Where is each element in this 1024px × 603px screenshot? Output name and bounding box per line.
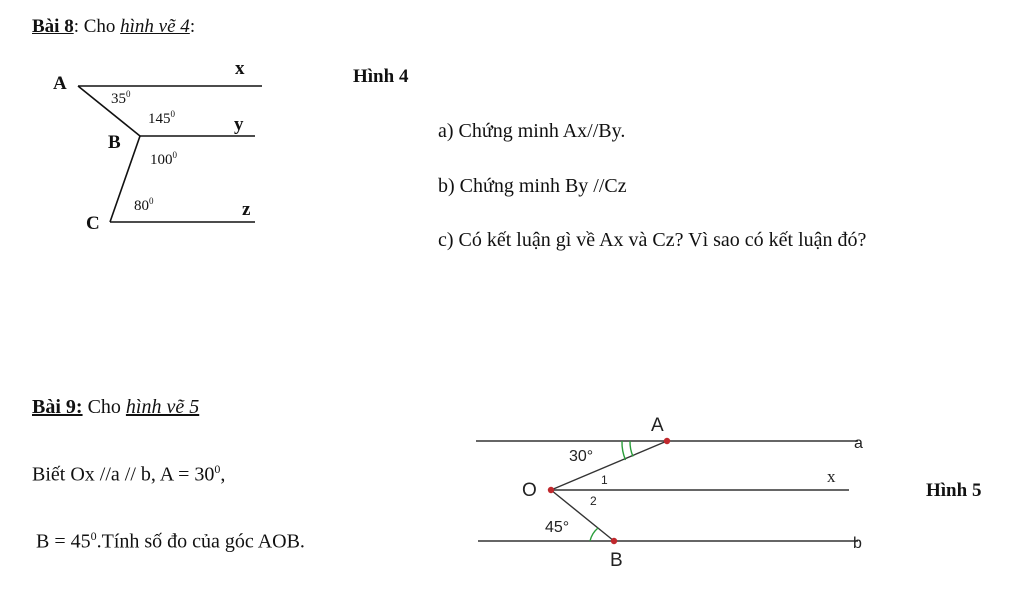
exercise-9-task-text: .Tính số đo của góc AOB. [96, 530, 305, 553]
angle-100-label: $100^0$ [150, 150, 177, 168]
ray-x-label: x [827, 467, 836, 486]
exercise-8-figure-ref: hình vẽ 4 [120, 16, 190, 37]
angle-1-mark: 1 [601, 473, 608, 487]
exercise-9-figure-ref: hình vẽ 5 [125, 396, 200, 418]
point-a-label: A [651, 415, 664, 436]
exercise-9-given-text: Biết Ox //a // b, A = 30 [32, 463, 215, 486]
ray-x-label: x [235, 58, 245, 79]
angle-2-mark: 2 [590, 494, 597, 508]
angle-45-label: 45° [545, 519, 570, 536]
angle-145-label: $145^0$ [148, 109, 175, 127]
exercise-9-task-pre: B = 45 [36, 530, 91, 553]
segment-ab [78, 86, 140, 136]
ray-z-label: z [242, 199, 251, 220]
angle-a-arc-inner [630, 441, 633, 457]
angle-30-label: 30° [569, 448, 594, 465]
point-b-label: B [610, 550, 623, 571]
angle-a-arc-outer [622, 441, 626, 460]
exercise-8-question-c: c) Có kết luận gì về Ax và Cz? Vì sao có kết luận đó? [438, 229, 867, 251]
exercise-8-intro-end: : [189, 16, 196, 37]
line-a-label: a [854, 435, 863, 452]
exercise-9-task-degree: 0 [90, 529, 97, 543]
figure-4-labels [53, 58, 251, 234]
figure-4-caption: Hình 4 [353, 66, 409, 87]
exercise-9-intro: Cho [82, 396, 126, 418]
exercise-9-label: Bài 9: [32, 396, 83, 418]
point-a-dot [664, 438, 670, 444]
exercise-8-intro: : Cho [73, 16, 121, 37]
ray-y-label: y [234, 114, 244, 135]
angle-80-label: $80^0$ [134, 196, 154, 214]
angle-35-label: $35^0$ [111, 89, 131, 107]
line-b-label: b [853, 535, 862, 552]
point-b-dot [611, 538, 617, 544]
exercise-9-given-end: , [220, 463, 226, 486]
point-a-label: A [53, 73, 67, 94]
exercise-8-label: Bài 8 [32, 16, 74, 37]
point-o-label: O [522, 480, 537, 501]
exercise-8-question-a: a) Chứng minh Ax//By. [438, 120, 626, 142]
exercise-9-given-degree: 0 [214, 462, 221, 476]
point-o-dot [548, 487, 554, 493]
point-c-label: C [86, 213, 100, 234]
point-b-label: B [108, 132, 121, 153]
figure-5-caption: Hình 5 [926, 480, 982, 501]
angle-b-arc [590, 528, 598, 541]
exercise-8-question-b: b) Chứng minh By //Cz [438, 175, 627, 197]
figure-5-labels [522, 415, 863, 571]
